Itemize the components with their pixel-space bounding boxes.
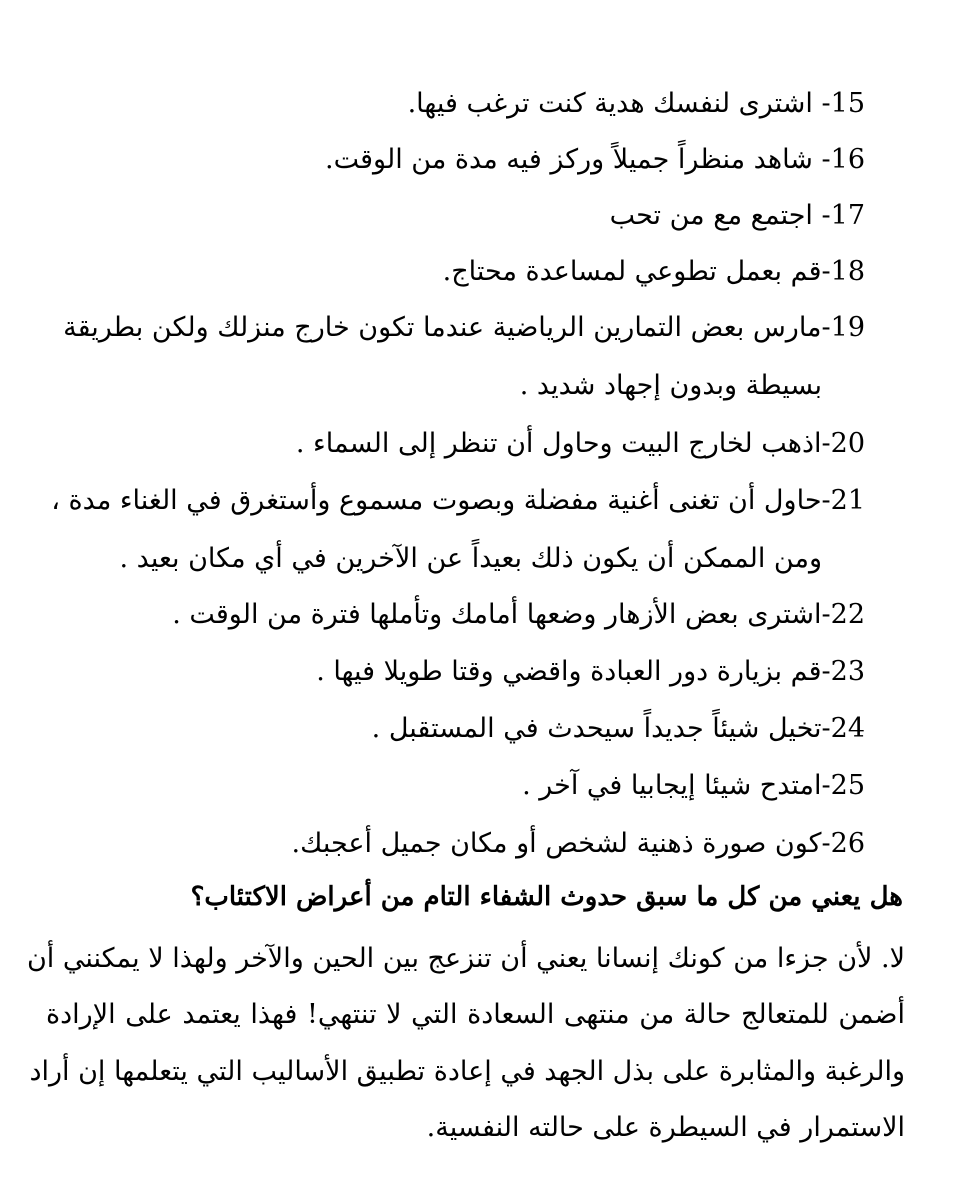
question-heading: هل يعني من كل ما سبق حدوث الشفاء التام من أعراض الاكتئاب؟ — [190, 882, 903, 912]
list-item-19-continuation: بسيطة وبدون إجهاد شديد . — [519, 370, 822, 401]
list-item-19: 19-مارس بعض التمارين الرياضية عندما تكون خارج منزلك ولكن بطريقة — [63, 312, 865, 343]
list-item-18: 18-قم بعمل تطوعي لمساعدة محتاج. — [442, 256, 865, 287]
list-item-25: 25-امتدح شيئا إيجابيا في آخر . — [522, 770, 865, 801]
list-item-17: 17- اجتمع مع من تحب — [609, 200, 865, 231]
list-item-21: 21-حاول أن تغنى أغنية مفضلة وبصوت مسموع وأستغرق في الغناء مدة ، — [51, 485, 865, 516]
list-item-21-continuation: ومن الممكن أن يكون ذلك بعيداً عن الآخرين في أي مكان بعيد . — [119, 543, 822, 574]
list-item-16: 16- شاهد منظراً جميلاً وركز فيه مدة من الوقت. — [325, 144, 865, 175]
list-item-22: 22-اشترى بعض الأزهار وضعها أمامك وتأملها فترة من الوقت . — [172, 599, 865, 630]
answer-line-4: الاستمرار في السيطرة على حالته النفسية. — [426, 1112, 905, 1143]
list-item-20: 20-اذهب لخارج البيت وحاول أن تنظر إلى السماء . — [295, 428, 865, 459]
answer-line-2: أضمن للمتعالج حالة من منتهى السعادة التي لا تنتهي! فهذا يعتمد على الإرادة — [46, 999, 905, 1030]
list-item-26: 26-كون صورة ذهنية لشخص أو مكان جميل أعجبك. — [291, 828, 865, 859]
list-item-24: 24-تخيل شيئاً جديداً سيحدث في المستقبل . — [371, 713, 865, 744]
answer-line-3: والرغبة والمثابرة على بذل الجهد في إعادة تطبيق الأساليب التي يتعلمها إن أراد — [29, 1056, 905, 1087]
list-item-23: 23-قم بزيارة دور العبادة واقضي وقتا طويلا فيها . — [316, 656, 865, 687]
list-item-15: 15- اشترى لنفسك هدية كنت ترغب فيها. — [407, 88, 865, 119]
answer-line-1: لا. لأن جزءا من كونك إنسانا يعني أن تنزعج بين الحين والآخر ولهذا لا يمكنني أن — [26, 943, 905, 974]
